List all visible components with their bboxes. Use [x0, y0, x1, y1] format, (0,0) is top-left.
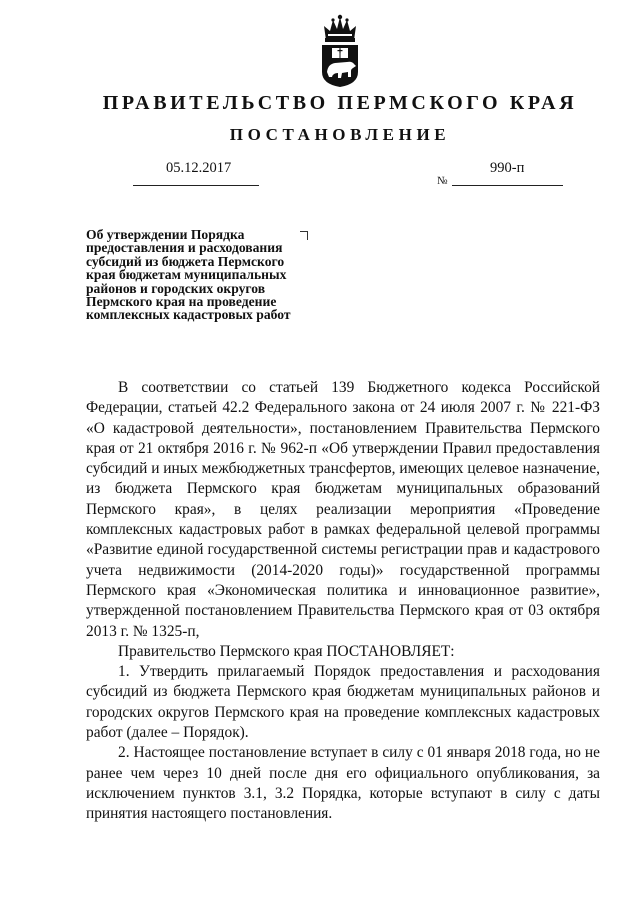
subject-line: районов и городских округов: [86, 280, 266, 296]
date-underline: [133, 185, 259, 186]
organization-title: ПРАВИТЕЛЬСТВО ПЕРМСКОГО КРАЯ: [102, 92, 578, 114]
document-date: 05.12.2017: [166, 160, 232, 176]
document-type: ПОСТАНОВЛЕНИЕ: [229, 125, 451, 144]
document-number: 990-п: [490, 160, 525, 176]
body-paragraph-item-1: 1. Утвердить прилагаемый Порядок предоставления и расходования субсидий из бюджета Пермского края бюджетам муниципальных районов и городских округов Пермского края на проведение комплексных кадастровых работ (далее – Порядок).: [86, 663, 600, 742]
subject-line: предоставления и расходования: [86, 240, 283, 256]
number-sign: №: [437, 175, 448, 187]
coat-of-arms-icon: [318, 14, 362, 88]
subject-line: Пермского края на проведение: [86, 294, 277, 310]
subject-line: субсидий из бюджета Пермского: [86, 253, 285, 269]
document-subject: [86, 228, 321, 322]
body-paragraph-preamble: В соответствии со статьей 139 Бюджетного кодекса Российской Федерации, статьей 42.2 Федерального закона от 24 июля 2007 г. № 221-ФЗ «О кадастровой деятельности», постановлением Правительства Пермского края от 21 октября 2016 г. № 962-п «Об утверждении Правил предоставления субсидий и иных межбюджетных трансфертов, имеющих целевое назначение, из бюджета Пермского края бюджетам муниципальных образований Пермского края», в целях реализации мероприятия «Проведение комплексных кадастровых работ в рамках федеральной целевой программы «Развитие единой государственной системы регистрации прав и кадастрового учета недвижимости (2014-2020 годы)» государственной программы Пермского края «Экономическая политика и инновационное развитие», утвержденной постановлением Правительства Пермского края от 03 октября 2013 г. № 1325-п,: [86, 379, 600, 640]
body-paragraph-resolves: Правительство Пермского края ПОСТАНОВЛЯЕТ:: [118, 642, 455, 660]
number-underline: [452, 185, 563, 186]
document-body: [86, 378, 600, 825]
body-paragraph-item-2: 2. Настоящее постановление вступает в силу с 01 января 2018 года, но не ранее чем через 10 дней после дня его официального опубликования, за исключением пунктов 3.1, 3.2 Порядка, которые вступают в силу с даты принятия настоящего постановления.: [86, 744, 600, 823]
subject-line: края бюджетам муниципальных: [86, 267, 287, 283]
subject-line: комплексных кадастровых работ: [86, 307, 291, 323]
subject-line: Об утверждении Порядка: [86, 227, 245, 242]
